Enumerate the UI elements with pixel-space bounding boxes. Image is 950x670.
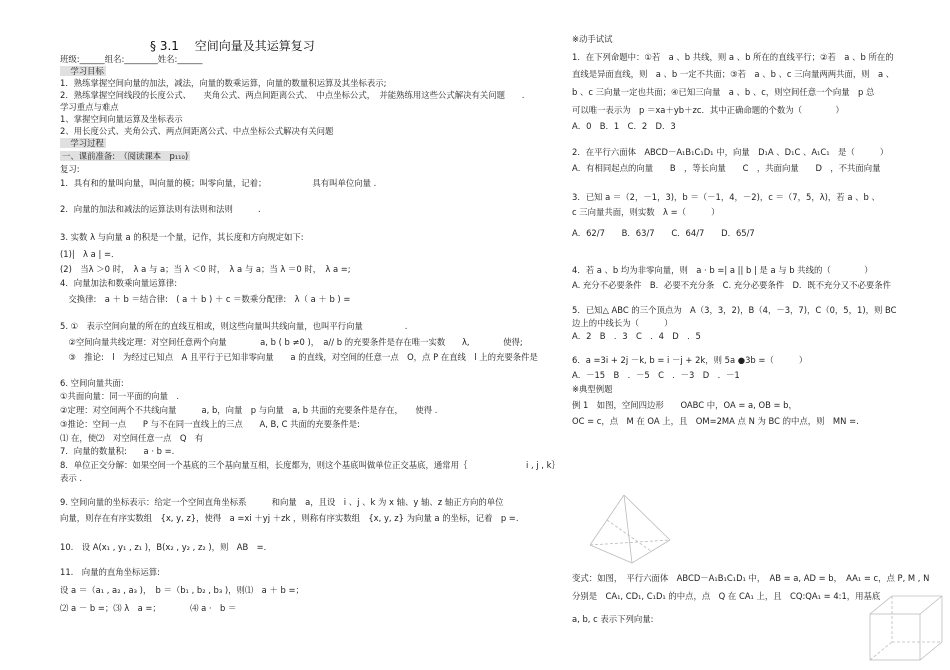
text-line: 2．在平行六面体 ABCD－A₁B₁C₁D₁ 中，向量 D₁A 、D₁C 、A₁C₁ 是（ ）	[572, 147, 889, 157]
heading-preparation: 一、课前准备: （阅读课本 p₁₁₀)	[62, 151, 189, 161]
text-line: (1)| λ a | =．	[60, 249, 120, 259]
heading-key-points: 学习重点与难点	[60, 102, 119, 112]
text-line: 1．在下列命题中：①若 a 、b 共线，则 a 、b 所在的直线平行；②若 a 、b 所在的	[572, 52, 894, 62]
text-line: c 三向量共面，则实数 λ =（ ）	[572, 207, 720, 217]
text-line: (2) 当λ ＞0 时， λ a 与 a；当 λ ＜0 时， λ a 与 a；当 λ ＝0 时， λ a =;	[60, 264, 351, 274]
answer-options: A．有相同起点的向量 B ，等长向量 C ，共面向量 D ，不共面向量	[572, 163, 881, 173]
text-line: 3．已知 a ＝（2，－1，3)，b ＝（－1，4，－2)，c ＝（7，5，λ)，若 a 、b 、	[572, 192, 880, 202]
text-line: 4．若 a 、b 均为非零向量，则 a · b =| a || b | 是 a 与 b 共线的（ ）	[572, 265, 873, 275]
answer-options: A．2 B ．3 C ．4 D ．5	[572, 331, 701, 341]
text-line: 2．熟练掌握空间线段的长度公式、 夹角公式、两点间距离公式、 中点坐标公式， 并能熟练用这些公式解决有关问题 .	[60, 90, 525, 100]
text-line: ②定理：对空间两个不共线向量 a, b，向量 p 与向量 a, b 共面的充要条件是存在， 使得 .	[60, 405, 438, 415]
text-line: 可以唯一表示为 p ＝xa＋yb＋zc．其中正确命题的个数为（ ）	[572, 105, 844, 115]
text-line: 5. ① 表示空间向量的所在的直线互相或，则这些向量叫共线向量，也叫平行向量 .	[60, 321, 408, 331]
text-line: ①共面向量：同一平面的向量 .	[60, 391, 180, 401]
text-line: 3. 实数 λ 与向量 a 的积是一个量，记作，其长度和方向规定如下:	[60, 232, 304, 242]
text-line: 表示 .	[60, 473, 83, 483]
text-line: 11. 向量的直角坐标运算:	[60, 567, 160, 577]
answer-options: A．－15 B ．－5 C ．－3 D ．－1	[572, 370, 740, 380]
tetrahedron-figure	[580, 485, 690, 575]
text-line: 交换律: a ＋ b ＝结合律: ( a ＋ b ) ＋ c ＝数乘分配律: λ（ a ＋ b ) =	[60, 294, 351, 304]
text-line: ②空间向量共线定理：对空间任意两个向量 a, b ( b ≠0 )， a// b 的充要条件是存在唯一实数 λ, 使得;	[60, 337, 523, 347]
text-line: 4．向量加法和数乘向量运算律:	[60, 278, 178, 288]
text-line: OC = c，点 M 在 OA 上，且 OM=2MA 点 N 为 BC 的中点，则 MN =.	[572, 416, 859, 426]
text-line: a, b, c 表示下列向量:	[572, 614, 654, 624]
text-line: 7．向量的数量积: a · b =.	[60, 446, 175, 456]
text-line: 分别是 CA₁, CD₁, C₁D₁ 的中点，点 Q 在 CA₁ 上，且 CQ:QA₁ = 4:1，用基底	[572, 591, 881, 601]
answer-options: A．0 B．1 C．2 D．3	[572, 121, 676, 131]
text-line: ③推论：空间一点 P 与不在同一直线上的三点 A, B, C 共面的充要条件是:	[60, 419, 360, 429]
text-line: b 、c 三向量一定也共面；④已知三向量 a 、b 、c，则空间任意一个向量 p 总	[572, 87, 875, 97]
review-label: 复习:	[60, 164, 80, 174]
text-line: 8．单位正交分解：如果空间一个基底的三个基向量互相，长度都为，则这个基底叫做单位正交基底，通常用｛ i , j , k｝	[60, 460, 560, 470]
text-line: ⑴ 在，使⑵ 对空间任意一点 Q 有	[60, 433, 204, 443]
text-line: 边上的中线长为（ ）	[572, 318, 673, 328]
class-name-line: 班级:______组名:________姓名:______	[60, 54, 203, 64]
text-line: 例 1 如图，空间四边形 OABC 中，OA = a, OB = b，	[572, 400, 797, 410]
text-line: 9. 空间向量的坐标表示：给定一个空间直角坐标系 和向量 a，且设 i 、j 、k 为 x 轴、y 轴、z 轴正方向的单位	[60, 497, 504, 507]
text-line: 直线是异面直线，则 a 、b 一定不共面；③若 a 、b 、c 三向量两两共面，则 a 、	[572, 69, 895, 79]
heading-process: 学习过程	[62, 138, 104, 148]
text-line: 1．熟练掌握空间向量的加法，减法，向量的数乘运算，向量的数量积运算及其坐标表示;	[60, 78, 387, 88]
text-line: 1、掌握空间向量运算及坐标表示	[60, 114, 183, 124]
heading-practice: ※动手试试	[572, 34, 613, 44]
text-line: 2．向量的加法和减法的运算法则有法则和法则 .	[60, 204, 261, 214]
text-line: 6．a =3i + 2j －k, b = i －j + 2k，则 5a ●3b =（ ）	[572, 355, 808, 365]
text-line: ③ 推论: l 为经过已知点 A 且平行于已知非零向量 a 的直线，对空间的任意一点 O，点 P 在直线 l 上的充要条件是	[60, 352, 538, 362]
heading-goals: 学习目标	[62, 66, 104, 76]
text-line: 10. 设 A(x₁ , y₁ , z₁ )，B(x₂ , y₂ , z₂ )，则 AB =．	[60, 542, 273, 552]
left-column	[60, 0, 560, 670]
text-line: 变式：如图， 平行六面体 ABCD－A₁B₁C₁D₁ 中， AB = a, AD = b， AA₁ = c，点 P, M , N	[572, 573, 930, 583]
parallelepiped-figure	[862, 590, 948, 668]
answer-options: A．62/7 B．63/7 C．64/7 D．65/7	[572, 228, 755, 238]
heading-examples: ※典型例题	[572, 384, 613, 394]
text-line: 2、用长度公式、夹角公式、两点间距离公式、中点坐标公式解决有关问题	[60, 126, 334, 136]
text-line: 5．已知△ ABC 的三个顶点为 A（3，3，2)，B（4，－3，7)，C（0，5，1)，则 BC	[572, 305, 897, 315]
text-line: ⑵ a － b =；⑶ λ a =； ⑷ a · b ＝	[60, 603, 237, 613]
answer-options: A. 充分不必要条件 B．必要不充分条 C. 充分必要条件 D．既不充分又不必要条件	[572, 280, 892, 290]
text-line: 向量，则存在有序实数组 {x, y, z}，使得 a =xi ＋yj ＋zk ，则称有序实数组 {x, y, z} 为向量 a 的坐标，记着 p =.	[60, 513, 519, 523]
text-line: 设 a ＝（a₁ , a₂ , a₃ )， b ＝（b₁ , b₂ , b₃ )，则⑴ a ＋ b =；	[60, 585, 304, 595]
page-title: § 3.1 空间向量及其运算复习	[150, 39, 315, 53]
text-line: 6. 空间向量共面:	[60, 378, 124, 388]
text-line: 1．具有和的量叫向量，叫向量的模；叫零向量，记着； 具有叫单位向量 .	[60, 178, 377, 188]
